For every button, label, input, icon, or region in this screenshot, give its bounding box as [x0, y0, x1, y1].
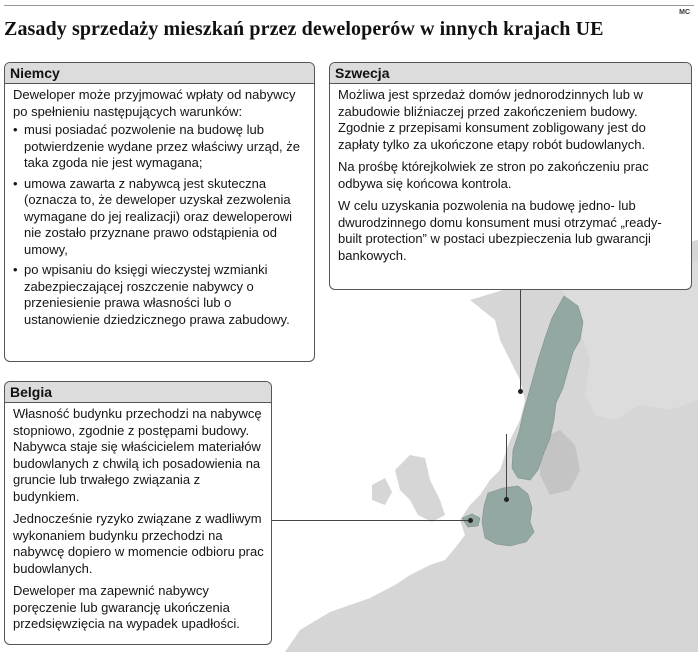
- map-ireland: [372, 478, 392, 505]
- box-szwecja-body: [330, 84, 691, 268]
- page-title: Zasady sprzedaży mieszkań przez deweloperów w innych krajach UE: [4, 18, 604, 40]
- leader-line-szwecja: [520, 289, 521, 392]
- niemcy-condition-1: • musi posiadać pozwolenie na budowę lub potwierdzenie wydane przez właściwy urząd, że taka zgoda nie jest wymagana;: [13, 122, 307, 172]
- box-belgia: [4, 381, 272, 645]
- map-germany: [482, 486, 534, 546]
- belgia-paragraph-1: Własność budynku przechodzi na nabywcę stopniowo, zgodnie z postępami budowy. Nabywca staje się właścicielem materiałów budowlanych z chwilą ich posadowienia na gruncie lub trwałego związania z budynkiem.: [13, 406, 262, 504]
- box-niemcy-header: Niemcy: [5, 63, 314, 84]
- box-szwecja: [329, 62, 692, 290]
- belgia-paragraph-3: Deweloper ma zapewnić nabywcy poręczenie lub gwarancję ukończenia przedsięwzięcia na wypadek upadłości.: [13, 583, 240, 631]
- marker-szwecja: [518, 389, 523, 394]
- box-belgia-header: Belgia: [5, 382, 271, 403]
- marker-belgium: [468, 518, 473, 523]
- szwecja-paragraph-1: Możliwa jest sprzedaż domów jednorodzinnych lub w zabudowie bliźniaczej przed zakończeniem budowy. Zgodnie z przepisami konsument zobligowany jest do zapłaty tylko za ukończone etapy robót budowlanych.: [338, 87, 646, 152]
- niemcy-condition-3: • po wpisaniu do księgi wieczystej wzmianki zabezpieczającej roszczenie nabywcy o przeniesienie prawa własności lub o ustanowienie dziedzicznego prawa zabudowy.: [13, 262, 307, 328]
- niemcy-intro: Deweloper może przyjmować wpłaty od nabywcy po spełnieniu następujących warunków:: [13, 87, 296, 119]
- belgia-paragraph-2: Jednocześnie ryzyko związane z wadliwym wykonaniem budynku przechodzi na nabywcę dopiero w momencie odbioru prac budowlanych.: [13, 511, 264, 576]
- niemcy-condition-2: • umowa zawarta z nabywcą jest skuteczna (oznacza to, że deweloper uzyskał zezwolenia wymagane do jej realizacji) oraz deweloperowi nie zostało przyznane prawo odstąpienia od umowy,: [13, 176, 307, 259]
- leader-line-belgia: [272, 520, 472, 521]
- map-uk: [395, 455, 445, 522]
- szwecja-paragraph-2: Na prośbę którejkolwiek ze stron po zakończeniu prac odbywa się końcowa kontrola.: [338, 159, 649, 191]
- box-szwecja-header: Szwecja: [330, 63, 691, 84]
- box-belgia-body: [5, 403, 271, 637]
- author-credit: MC: [679, 9, 690, 16]
- marker-germany: [504, 497, 509, 502]
- szwecja-paragraph-3: W celu uzyskania pozwolenia na budowę jedno- lub dwurodzinnego domu konsument musi otrzymać „ready-built protection” w postaci ubezpieczenia lub gwarancji bankowych.: [338, 198, 662, 263]
- niemcy-conditions-list: [13, 122, 307, 328]
- box-niemcy-body: [5, 84, 314, 336]
- top-rule: [4, 5, 694, 6]
- box-niemcy: [4, 62, 315, 362]
- leader-line-germany-vertical: [506, 434, 507, 500]
